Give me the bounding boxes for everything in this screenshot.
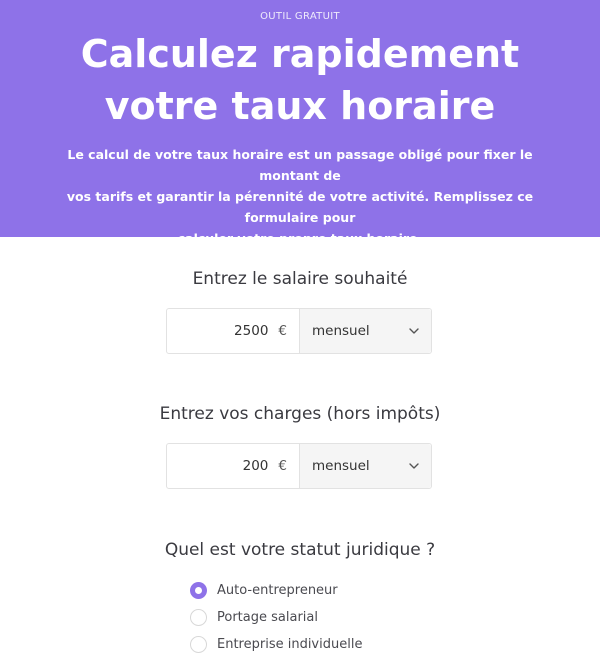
hero-banner	[0, 0, 600, 246]
charges-section-title: Entrez vos charges (hors impôts)	[159, 404, 441, 424]
radio-checked-icon	[190, 582, 207, 599]
charges-amount-value: 200	[242, 458, 269, 474]
radio-label: Portage salarial	[217, 610, 318, 625]
salary-currency-label: €	[278, 323, 287, 339]
charges-currency-label: €	[278, 458, 287, 474]
radio-entreprise-individuelle[interactable]	[190, 631, 362, 658]
salary-period-select[interactable]	[300, 309, 431, 353]
hero-description	[45, 144, 555, 249]
salary-amount-value: 2500	[234, 323, 269, 339]
salary-section-title: Entrez le salaire souhaité	[192, 269, 408, 289]
radio-unchecked-icon	[190, 636, 207, 653]
hero-eyebrow: OUTIL GRATUIT	[260, 11, 340, 22]
radio-portage-salarial[interactable]	[190, 604, 362, 631]
hero-description-line-3: calculer votre propre taux horaire.	[177, 231, 423, 246]
salary-field-group	[166, 308, 432, 354]
salary-amount-input[interactable]	[167, 309, 300, 353]
page-title-line-2: votre taux horaire	[104, 84, 496, 128]
radio-unchecked-icon	[190, 609, 207, 626]
radio-auto-entrepreneur[interactable]	[190, 577, 362, 604]
charges-period-select[interactable]	[300, 444, 431, 488]
charges-amount-input[interactable]	[167, 444, 300, 488]
status-radio-group	[190, 577, 362, 658]
page-title	[0, 28, 600, 132]
page-title-line-1: Calculez rapidement	[80, 32, 520, 76]
status-section-title: Quel est votre statut juridique ?	[164, 540, 436, 560]
hero-description-line-1: Le calcul de votre taux horaire est un passage obligé pour fixer le montant de	[67, 147, 533, 183]
charges-period-value: mensuel	[312, 458, 370, 474]
chevron-down-icon	[409, 463, 419, 469]
hero-description-line-2: vos tarifs et garantir la pérennité de votre activité. Remplissez ce formulaire pour	[66, 189, 534, 225]
salary-period-value: mensuel	[312, 323, 370, 339]
charges-field-group	[166, 443, 432, 489]
radio-label: Auto-entrepreneur	[217, 583, 338, 598]
radio-label: Entreprise individuelle	[217, 637, 363, 652]
chevron-down-icon	[409, 328, 419, 334]
